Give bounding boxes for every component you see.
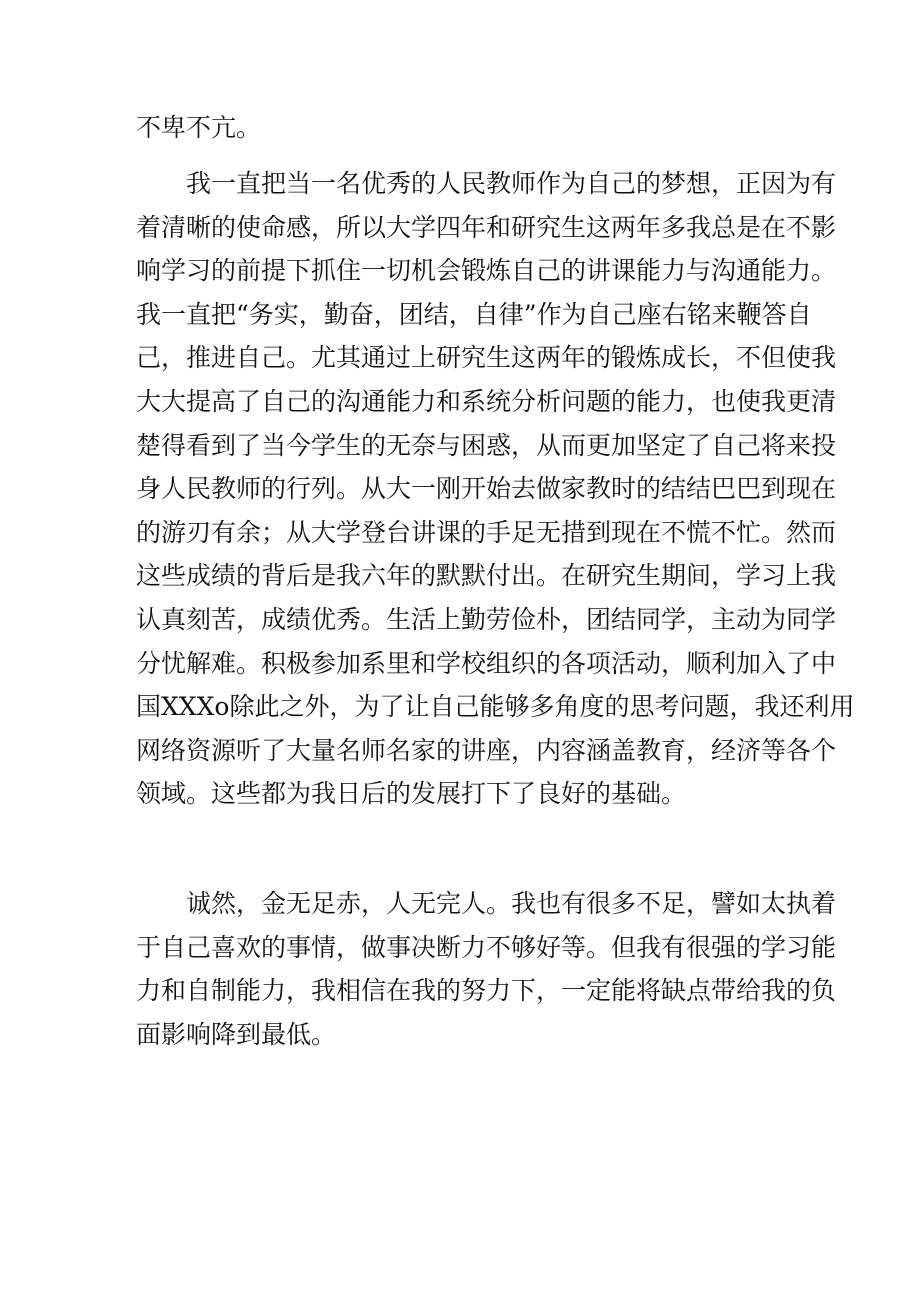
paragraph-line: 的游刃有余；从大学登台讲课的手足无措到现在不慌不忙。然而 [136,517,837,547]
paragraph-line: 诚然，金无足赤，人无完人。我也有很多不足，譬如太执着 [186,889,837,918]
paragraph-1 [136,106,796,150]
paragraph-line: 分忧解难。积极参加系里和学校组织的各项活动，顺利加入了中 [136,648,837,678]
paragraph-line: 不卑不亢。 [136,113,262,142]
paragraph-3 [136,882,837,1056]
paragraph-line: 面影响降到最低。 [136,1019,337,1049]
paragraph-line: 领域。这些都为我日后的发展打下了良好的基础。 [136,779,687,809]
paragraph-line: 响学习的前提下抓住一切机会锻炼自己的讲课能力与沟通能力。 [136,256,837,286]
paragraph-line: 国XXXo除此之外，为了让自己能够多角度的思考问题，我还利用 [136,692,855,722]
paragraph-line: 这些成绩的背后是我六年的默默付出。在研究生期间，学习上我 [136,561,837,591]
paragraph-line: 楚得看到了当今学生的无奈与困惑，从而更加坚定了自己将来投 [136,430,837,460]
paragraph-line: 于自己喜欢的事情，做事决断力不够好等。但我有很强的学习能 [136,932,837,962]
paragraph-line: 我一直把“务实，勤奋，团结，自律”作为自己座右铭来鞭答自 [136,299,812,329]
paragraph-line: 己，推进自己。尤其通过上研究生这两年的锻炼成长，不但使我 [136,343,837,373]
paragraph-line: 身人民教师的行列。从大一刚开始去做家教时的结结巴巴到现在 [136,474,837,504]
paragraph-2 [136,162,855,816]
paragraph-line: 力和自制能力，我相信在我的努力下，一定能将缺点带给我的负 [136,976,837,1006]
paragraph-line: 认真刻苦，成绩优秀。生活上勤劳俭朴，团结同学，主动为同学 [136,604,837,634]
paragraph-line: 着清晰的使命感，所以大学四年和研究生这两年多我总是在不影 [136,212,837,242]
paragraph-line: 我一直把当一名优秀的人民教师作为自己的梦想，正因为有 [186,169,837,198]
paragraph-line: 网络资源听了大量名师名家的讲座，内容涵盖教育，经济等各个 [136,735,837,765]
paragraph-line: 大大提高了自己的沟通能力和系统分析问题的能力，也使我更清 [136,386,837,416]
